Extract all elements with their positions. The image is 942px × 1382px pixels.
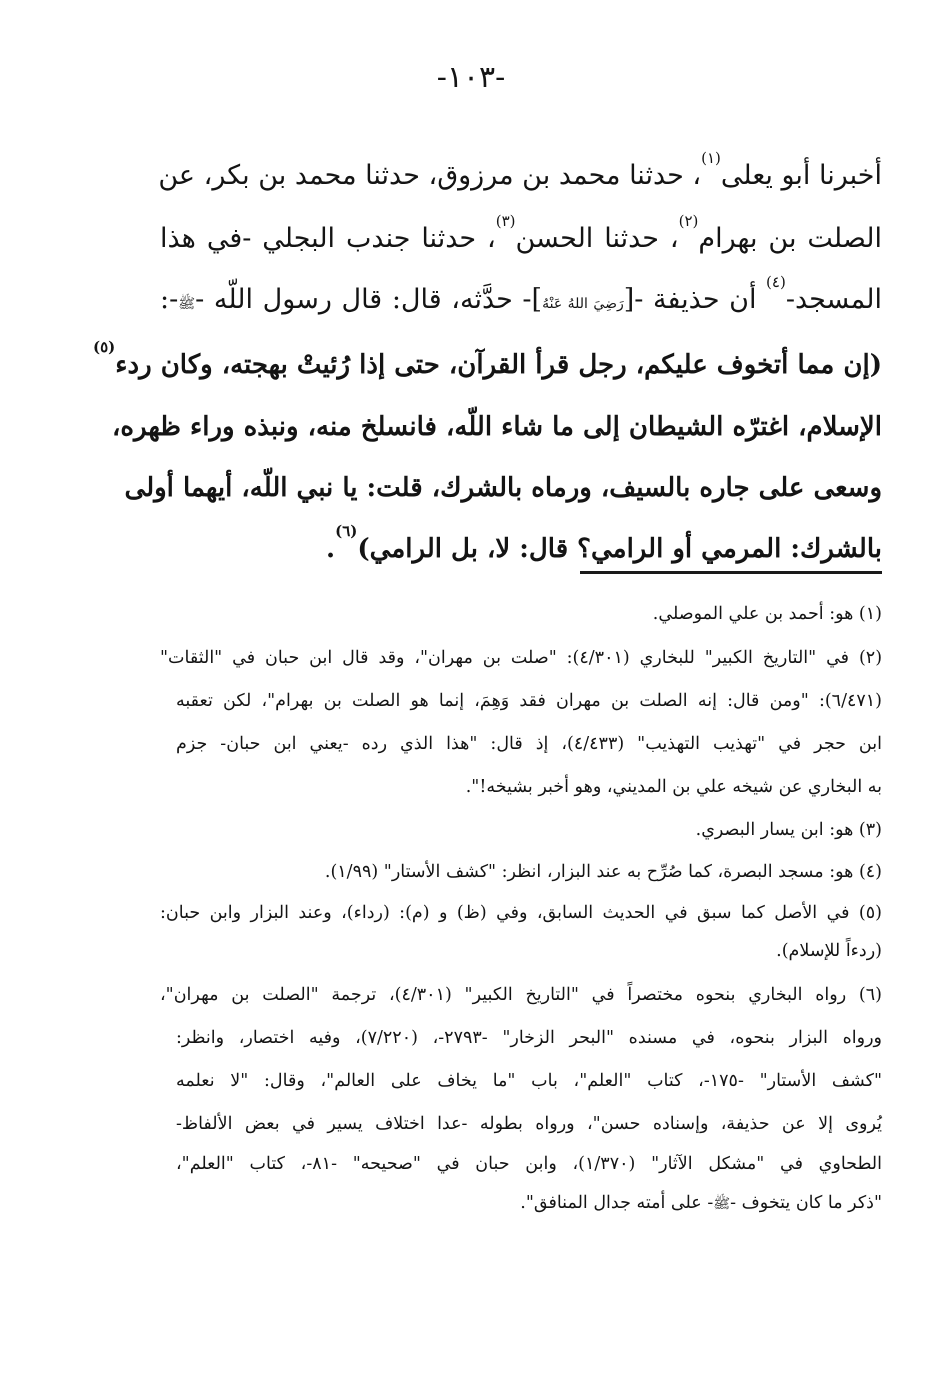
footnote-4: (٤) هو: مسجد البصرة، كما صُرِّح به عند البزار، انظر: "كشف الأستار" (١/٩٩). [324, 862, 882, 882]
page-number: -١٠٣- [436, 60, 506, 95]
footnote-2-line-3: ابن حجر في "تهذيب التهذيب" (٤/٤٣٣)، إذ قال: "هذا الذي رده -يعني ابن حبان- جزم [176, 734, 882, 754]
footnote-ref: (٤) [766, 273, 786, 291]
hadith-line-4 [160, 520, 882, 578]
hadith-text: الإسلام، اغترّه الشيطان إلى ما شاء اللّه، فانسلخ منه، ونبذه وراء ظهره، [111, 412, 882, 442]
hadith-line-1 [93, 336, 882, 394]
salutation-glyph: ﷺ [178, 296, 196, 312]
footnote-6-line-3: "كشف الأستار" -١٧٥-، كتاب "العلم"، باب "ما يخاف على العالم"، وقال: "لا نعلمه [176, 1071, 882, 1091]
body-text: ، حدثنا محمد بن مرزوق، حدثنا محمد بن بكر، عن [158, 160, 702, 191]
hadith-text: بالشرك: المرمي أو الرامي؟ قال: لا، بل الرامي) [357, 534, 882, 564]
hadith-line-3 [124, 459, 882, 517]
footnote-ref: (٥) [93, 338, 116, 356]
footnote-2-line-2: (٦/٤٧١): "ومن قال: إنه الصلت بن مهران فقد وَهِمَ، إنما هو الصلت بن بهرام"، لكن تعقبه [176, 691, 882, 711]
footnote-3: (٣) هو: ابن يسار البصري. [695, 820, 882, 840]
hadith-line-2 [111, 398, 882, 456]
footnote-ref: (٢) [678, 212, 699, 230]
body-text: -: [160, 284, 179, 315]
body-text: المسجد- [785, 284, 882, 315]
salutation-glyph: ﷺ [713, 1196, 731, 1212]
body-text: ، حدثنا الحسن [515, 223, 679, 254]
footnote-6-line-2: ورواه البزار بنحوه، في مسنده "البحر الزخار" -٢٧٩٣-، (٧/٢٢٠)، وفيه اختصار، وانظر: [176, 1028, 883, 1048]
footnote-6-line-1: (٦) رواه البخاري بنحوه مختصراً في "التاريخ الكبير" (٤/٣٠١)، ترجمة "الصلت بن مهران"، [160, 985, 882, 1005]
footnote-ref: (١) [701, 149, 721, 167]
body-text: ، حدثنا جندب البجلي -في هذا [160, 223, 496, 254]
footnote-text: "ذكر ما كان يتخوف - [730, 1193, 882, 1213]
body-text: أن حذيفة -[ [623, 284, 767, 315]
body-text: ]- حدَّثه، قال: قال رسول اللّه - [195, 284, 543, 315]
footnote-2-line-1: (٢) في "التاريخ الكبير" للبخاري (٤/٣٠١): "صلت بن مهران"، وقد قال ابن حبان في "الثقات" [160, 648, 883, 668]
hadith-text: (إن مما أتخوف عليكم، رجل قرأ القرآن، حتى إذا رُئيتْ بهجته، وكان ردء [115, 350, 882, 380]
body-text: أخبرنا أبو يعلى [720, 160, 882, 191]
footnote-text: - على أمته جدال المنافق". [520, 1193, 714, 1213]
body-line-3 [160, 271, 882, 329]
footnote-6-line-6 [176, 1185, 882, 1221]
footnote-2-line-4: به البخاري عن شيخه علي بن المديني، وهو أخبر بشيخه!". [465, 777, 882, 797]
footnote-separator [580, 571, 882, 574]
honorific-glyph: رَضِيَ اللهُ عَنْهُ [542, 296, 624, 312]
body-text: الصلت بن بهرام [698, 223, 882, 254]
footnote-ref: (٦) [335, 522, 358, 540]
footnote-5-line-1: (٥) في الأصل كما سبق في الحديث السابق، وفي (ظ) و (م): (رداء)، وعند البزار وابن حبان: [160, 903, 882, 923]
footnote-ref: (٣) [495, 212, 516, 230]
body-line-1 [160, 147, 882, 205]
body-line-2 [160, 210, 882, 268]
footnote-6-line-5: الطحاوي في "مشكل الآثار" (١/٣٧٠)، وابن حبان في "صحيحه" -٨١-، كتاب "العلم"، [176, 1154, 883, 1174]
footnote-5-line-2: (ردءاً للإسلام). [776, 941, 882, 961]
footnote-1: (١) هو: أحمد بن علي الموصلي. [652, 604, 882, 624]
body-text: . [326, 534, 336, 564]
hadith-text: وسعى على جاره بالسيف، ورماه بالشرك، قلت: يا نبي اللّه، أيهما أولى [124, 473, 882, 503]
footnote-6-line-4: يُروى إلا عن حذيفة، وإسناده حسن"، ورواه بطوله -عدا اختلاف يسير في بعض الألفاظ- [176, 1114, 882, 1134]
